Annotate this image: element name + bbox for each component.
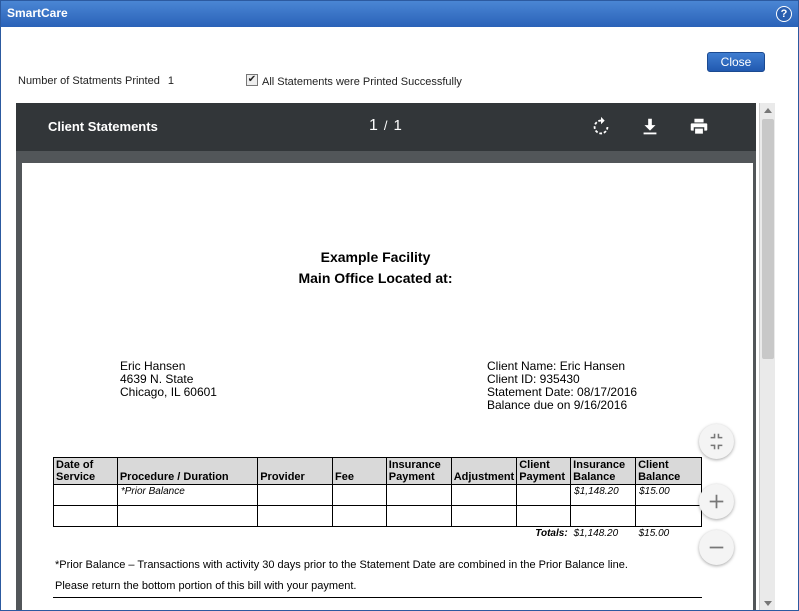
totals-row	[54, 527, 702, 548]
pdf-viewer	[16, 103, 756, 611]
rotate-icon[interactable]	[590, 116, 612, 138]
scroll-down-icon[interactable]	[764, 601, 772, 606]
col-insurance-balance: Insurance Balance	[571, 458, 636, 485]
table-cell	[386, 485, 451, 506]
recipient-city: Chicago, IL 60601	[120, 385, 217, 399]
statements-printed-label: Number of Statments Printed	[18, 75, 160, 87]
table-cell	[258, 485, 333, 506]
table-cell: $1,148.20	[571, 485, 636, 506]
page-separator: /	[383, 118, 388, 133]
col-date-of-service: Date of Service	[54, 458, 118, 485]
table-cell: $15.00	[636, 485, 702, 506]
viewer-scrollbar[interactable]	[759, 103, 775, 611]
current-page[interactable]: 1	[369, 117, 378, 134]
page-indicator	[369, 117, 402, 135]
table-cell	[333, 485, 387, 506]
col-adjustment: Adjustment	[451, 458, 517, 485]
col-provider: Provider	[258, 458, 333, 485]
return-note: Please return the bottom portion of this bill with your payment.	[55, 580, 357, 592]
col-client-balance: Client Balance	[636, 458, 702, 485]
download-icon[interactable]	[639, 116, 661, 138]
print-icon[interactable]	[688, 116, 710, 138]
statement-page	[22, 163, 753, 611]
statements-printed-summary	[18, 75, 174, 87]
totals-label: Totals:	[535, 528, 568, 539]
client-id: Client ID: 935430	[487, 372, 580, 386]
table-cell	[636, 506, 702, 527]
success-checkbox[interactable]: ✔	[247, 74, 257, 85]
table-cell	[571, 506, 636, 527]
table-cell	[117, 506, 257, 527]
table-header-row	[54, 458, 702, 485]
table-cell	[451, 506, 517, 527]
scroll-up-icon[interactable]	[764, 108, 772, 113]
col-procedure: Procedure / Duration	[117, 458, 257, 485]
document-title: Client Statements	[48, 119, 158, 134]
pdf-toolbar	[16, 103, 756, 151]
totals-insurance-balance: $1,148.20	[573, 528, 619, 539]
prior-balance-note: *Prior Balance – Transactions with activity 30 days prior to the Statement Date are combined in the Prior Balance line.	[55, 559, 628, 571]
table-cell	[258, 506, 333, 527]
help-icon[interactable]: ?	[776, 6, 792, 22]
col-client-payment: Client Payment	[517, 458, 571, 485]
zoom-out-icon[interactable]	[699, 530, 734, 565]
table-cell	[517, 506, 571, 527]
zoom-fit-icon[interactable]	[699, 424, 734, 459]
table-cell	[54, 485, 118, 506]
facility-name: Example Facility	[320, 249, 431, 265]
table-cell: *Prior Balance	[117, 485, 257, 506]
table-cell	[333, 506, 387, 527]
statements-printed-count: 1	[167, 75, 174, 87]
client-info	[487, 360, 637, 412]
table-row	[54, 506, 702, 527]
scroll-thumb[interactable]	[762, 119, 774, 359]
success-checkbox-label: All Statements were Printed Successfully	[262, 76, 462, 88]
statement-table	[53, 457, 702, 548]
table-row	[54, 485, 702, 506]
close-button[interactable]: Close	[707, 52, 765, 72]
facility-subtitle: Main Office Located at:	[298, 270, 453, 286]
total-pages: 1	[393, 117, 402, 134]
balance-due: Balance due on 9/16/2016	[487, 398, 628, 412]
totals-client-balance: $15.00	[638, 528, 670, 539]
table-cell	[517, 485, 571, 506]
statement-date: Statement Date: 08/17/2016	[487, 385, 638, 399]
table-cell	[451, 485, 517, 506]
col-fee: Fee	[333, 458, 387, 485]
divider	[53, 597, 702, 598]
recipient-street: 4639 N. State	[120, 372, 194, 386]
recipient-address	[120, 360, 217, 399]
col-insurance-payment: Insurance Payment	[386, 458, 451, 485]
table-cell	[54, 506, 118, 527]
recipient-name: Eric Hansen	[120, 359, 186, 373]
titlebar	[1, 1, 798, 27]
client-name: Client Name: Eric Hansen	[487, 359, 626, 373]
zoom-in-icon[interactable]	[699, 484, 734, 519]
table-cell	[386, 506, 451, 527]
window-title: SmartCare	[7, 6, 68, 20]
